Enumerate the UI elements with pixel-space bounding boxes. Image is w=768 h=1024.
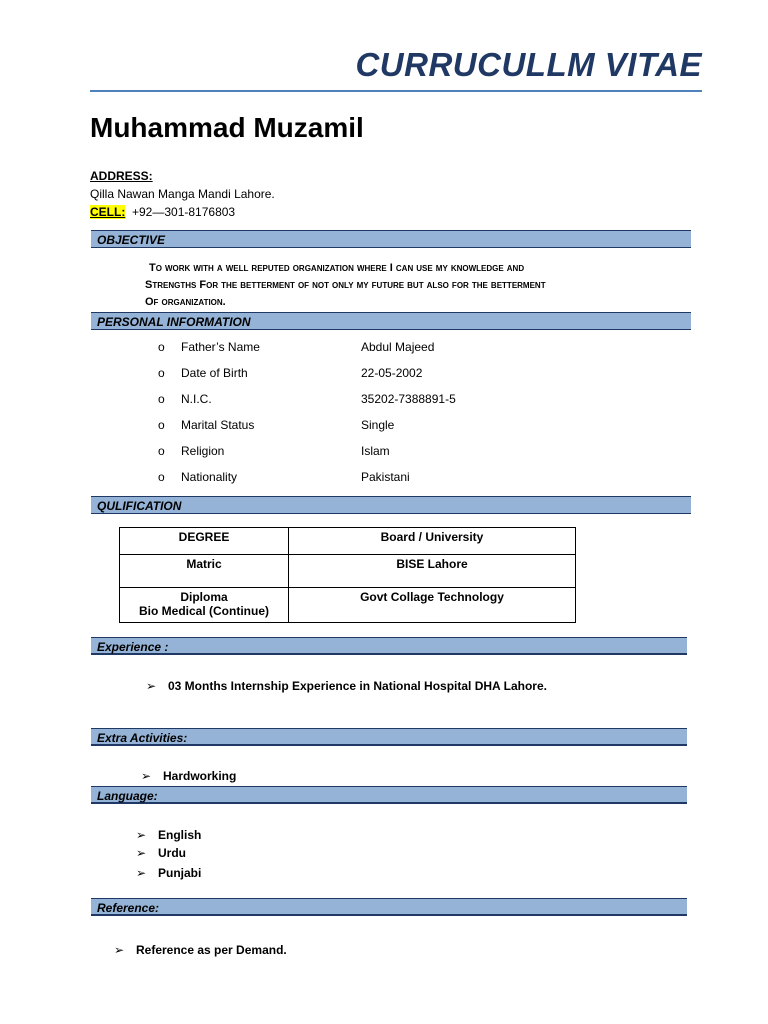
section-qualification: QULIFICATION: [91, 496, 691, 514]
extra-activity-item: [141, 769, 236, 783]
bullet: o: [158, 444, 165, 458]
info-value: Pakistani: [361, 470, 410, 484]
experience-item: [146, 679, 547, 693]
arrow-bullet-icon: ➢: [146, 679, 157, 693]
extra-activity-text: Hardworking: [163, 769, 237, 783]
address-label: ADDRESS:: [90, 169, 153, 183]
section-reference: Reference:: [91, 898, 687, 916]
bullet: o: [158, 418, 165, 432]
language-item: [136, 846, 186, 860]
header-degree: DEGREE: [120, 528, 289, 555]
section-extra-activities: Extra Activities:: [91, 728, 687, 746]
cell-line: [90, 205, 235, 219]
cell-board: Govt Collage Technology: [289, 588, 576, 623]
info-label: Date of Birth: [181, 366, 248, 380]
bullet: o: [158, 366, 165, 380]
bullet: o: [158, 470, 165, 484]
cell-value: +92—301-8176803: [132, 205, 236, 219]
info-label: Father’s Name: [181, 340, 260, 354]
info-label: Religion: [181, 444, 225, 458]
info-value: Single: [361, 418, 395, 432]
arrow-bullet-icon: ➢: [136, 866, 147, 880]
objective-line-1: To work with a well reputed organization where I can use my knowledge and: [149, 262, 525, 274]
reference-text: Reference as per Demand.: [136, 943, 287, 957]
info-label: N.I.C.: [181, 392, 212, 406]
degree-line-1: Diploma: [180, 590, 228, 604]
objective-line-3: Of organization.: [145, 296, 226, 308]
title-divider: [90, 90, 702, 92]
cell-degree: Matric: [120, 555, 289, 588]
info-value: 35202-7388891-5: [361, 392, 456, 406]
document-title: CURRUCULLM VITAE: [355, 46, 702, 83]
info-label: Nationality: [181, 470, 238, 484]
language-item: [136, 866, 201, 880]
cell-label: CELL:: [90, 205, 126, 219]
section-language: Language:: [91, 786, 687, 804]
objective-line-2: Strengths For the betterment of not only my future but also for the betterment: [145, 279, 546, 291]
section-personal-information: PERSONAL INFORMATION: [91, 312, 691, 330]
bullet: o: [158, 392, 165, 406]
info-label: Marital Status: [181, 418, 255, 432]
info-value: Islam: [361, 444, 390, 458]
info-value: 22-05-2002: [361, 366, 423, 380]
bullet: o: [158, 340, 165, 354]
language-text: English: [158, 828, 202, 842]
experience-text: 03 Months Internship Experience in National Hospital DHA Lahore.: [168, 679, 547, 693]
table-header-row: [120, 528, 576, 555]
table-row: [120, 588, 576, 623]
cell-degree: [120, 588, 289, 623]
table-row: [120, 555, 576, 588]
language-item: [136, 828, 201, 842]
qualification-table: [119, 527, 576, 623]
language-text: Urdu: [158, 846, 186, 860]
person-name: Muhammad Muzamil: [90, 112, 364, 143]
arrow-bullet-icon: ➢: [136, 828, 147, 842]
info-value: Abdul Majeed: [361, 340, 435, 354]
objective-text: [145, 260, 625, 311]
language-text: Punjabi: [158, 866, 202, 880]
arrow-bullet-icon: ➢: [141, 769, 152, 783]
section-objective: OBJECTIVE: [91, 230, 691, 248]
arrow-bullet-icon: ➢: [114, 943, 125, 957]
reference-item: [114, 943, 287, 957]
address-value: Qilla Nawan Manga Mandi Lahore.: [90, 187, 275, 201]
arrow-bullet-icon: ➢: [136, 846, 147, 860]
section-experience: Experience :: [91, 637, 687, 655]
degree-line-2: Bio Medical (Continue): [139, 604, 269, 618]
header-board: Board / University: [289, 528, 576, 555]
cell-board: BISE Lahore: [289, 555, 576, 588]
